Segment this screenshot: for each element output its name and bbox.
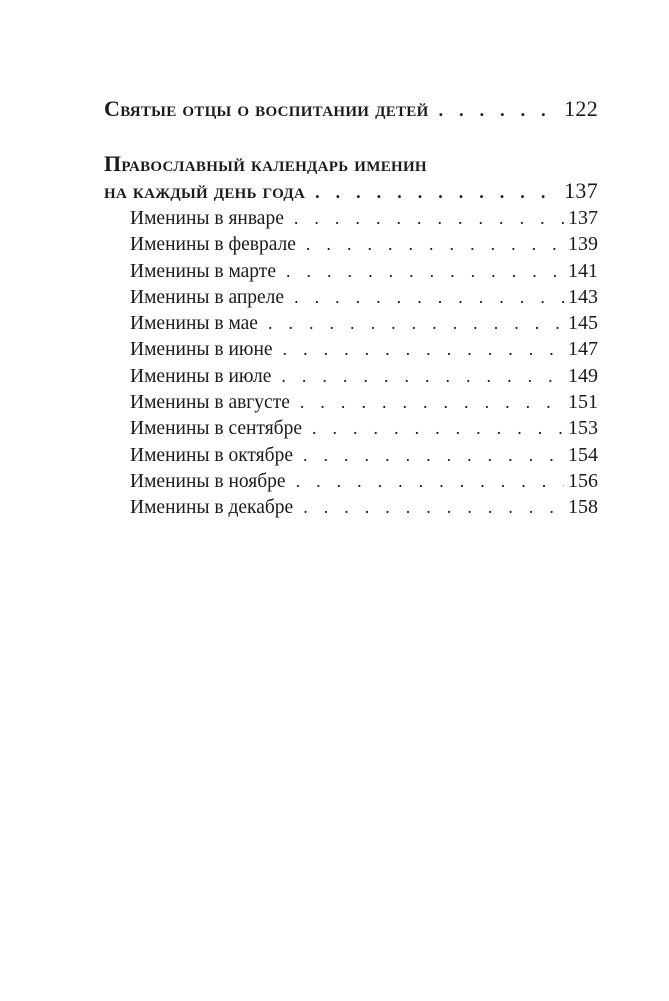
page-number: 145 — [568, 312, 598, 335]
dot-leader — [296, 472, 564, 490]
dot-leader — [286, 262, 564, 280]
page-number: 153 — [568, 417, 598, 440]
toc-entry-section-1[interactable] — [104, 96, 598, 128]
toc-item-label: Именины в июле — [130, 365, 272, 387]
dot-leader — [439, 101, 561, 119]
dot-leader — [306, 235, 564, 253]
page-number: 156 — [568, 469, 598, 492]
toc-item-august[interactable] — [104, 389, 598, 415]
page-number: 141 — [568, 259, 598, 282]
page-number: 147 — [568, 338, 598, 361]
toc-item-june[interactable] — [104, 336, 598, 362]
toc-item-label: Именины в июне — [130, 339, 273, 361]
dot-leader — [281, 367, 564, 385]
dot-leader — [300, 393, 564, 411]
section-title-line-2: на каждый день года — [104, 178, 306, 203]
page-number: 154 — [568, 443, 598, 466]
page-number: 137 — [564, 178, 598, 203]
toc-item-october[interactable] — [104, 442, 598, 468]
toc-item-november[interactable] — [104, 468, 598, 494]
page-number: 143 — [568, 285, 598, 308]
dot-leader — [294, 209, 564, 227]
toc-item-december[interactable] — [104, 494, 598, 520]
toc-item-may[interactable] — [104, 310, 598, 336]
toc-item-label: Именины в мае — [130, 313, 258, 335]
toc-item-label: Именины в феврале — [130, 234, 296, 256]
dot-leader — [268, 314, 564, 332]
toc-section-2 — [104, 150, 598, 521]
toc-item-september[interactable] — [104, 415, 598, 441]
dot-leader — [303, 498, 564, 516]
toc-item-march[interactable] — [104, 258, 598, 284]
table-of-contents — [104, 96, 598, 521]
toc-item-label: Именины в марте — [130, 260, 276, 282]
dot-leader — [283, 340, 564, 358]
toc-item-label: Именины в октябре — [130, 444, 293, 466]
toc-item-label: Именины в январе — [130, 208, 284, 229]
page-number: 139 — [568, 233, 598, 256]
toc-item-label: Именины в декабре — [130, 497, 294, 519]
toc-item-label: Именины в августе — [130, 392, 290, 414]
toc-item-january[interactable] — [104, 205, 598, 231]
dot-leader — [312, 419, 564, 437]
page-number: 151 — [568, 391, 598, 414]
page-number: 158 — [568, 496, 598, 519]
dot-leader — [294, 288, 564, 306]
page-number: 122 — [564, 96, 598, 121]
section-title-line-1: Православный календарь именин — [104, 151, 427, 176]
page-number: 149 — [568, 364, 598, 387]
page-number: 137 — [568, 207, 598, 229]
toc-entry-section-2[interactable] — [104, 178, 598, 205]
section-title: Святые отцы о воспитании детей — [104, 96, 429, 121]
toc-item-april[interactable] — [104, 284, 598, 310]
toc-item-label: Именины в апреле — [130, 286, 285, 308]
dot-leader — [303, 446, 564, 464]
toc-item-label: Именины в ноябре — [130, 470, 286, 492]
toc-item-label: Именины в сентябре — [130, 418, 302, 440]
dot-leader — [315, 183, 560, 201]
toc-item-february[interactable] — [104, 231, 598, 257]
toc-item-july[interactable] — [104, 363, 598, 389]
